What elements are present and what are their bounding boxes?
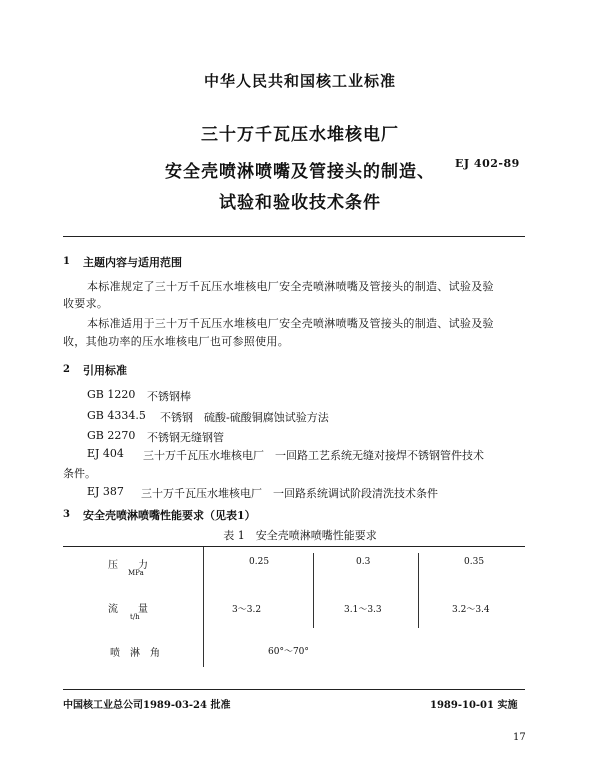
section-1-number: 1 — [63, 256, 70, 267]
table-column-divider — [418, 553, 419, 628]
approval-line: 中国核工业总公司1989-03-24 批准 — [63, 700, 231, 711]
page-number: 17 — [513, 732, 526, 743]
table-cell: 0.3 — [356, 557, 371, 567]
document-title-line-2: 安全壳喷淋喷嘴及管接头的制造、 — [165, 162, 435, 182]
table-row-label: 流 量 — [108, 604, 148, 615]
table-row-label: 压 力 — [108, 560, 148, 571]
table-cell: 60°～70° — [268, 647, 309, 657]
reference-title: 三十万千瓦压水堆核电厂 一回路系统调试阶段清洗技术条件 — [141, 487, 438, 500]
reference-title: 不锈钢无缝钢管 — [147, 431, 224, 444]
effective-date: 1989-10-01 实施 — [430, 700, 518, 711]
standard-number: EJ 402-89 — [455, 157, 520, 170]
reference-code: GB 2270 — [87, 429, 136, 442]
reference-title: 不锈钢棒 — [147, 390, 191, 403]
footer-divider — [63, 689, 525, 690]
table-cell: 3.1～3.3 — [344, 605, 382, 615]
table-cell: 0.35 — [464, 557, 485, 567]
section-2-heading: 引用标准 — [83, 364, 127, 377]
table-column-divider — [203, 547, 204, 667]
top-divider — [63, 236, 525, 237]
reference-title: 三十万千瓦压水堆核电厂 一回路工艺系统无缝对接焊不锈钢管件技术 — [143, 449, 484, 462]
reference-title: 不锈钢 硫酸-硫酸铜腐蚀试验方法 — [160, 411, 329, 424]
document-title-line-3: 试验和验收技术条件 — [219, 193, 381, 213]
reference-code: EJ 387 — [87, 485, 124, 498]
reference-title-continued: 条件。 — [63, 467, 96, 480]
table-row-unit: MPa — [128, 569, 144, 577]
section-1-heading: 主题内容与适用范围 — [83, 256, 182, 269]
table-caption: 表 1 安全壳喷淋喷嘴性能要求 — [223, 529, 377, 542]
table-column-divider — [313, 553, 314, 628]
table-row-unit: t/h — [130, 613, 140, 621]
table-cell: 0.25 — [249, 557, 270, 567]
reference-code: GB 4334.5 — [87, 409, 146, 422]
document-title-line-1: 三十万千瓦压水堆核电厂 — [201, 125, 399, 145]
reference-code: EJ 404 — [87, 447, 124, 460]
table-top-rule — [63, 546, 525, 547]
section-1-para-1-line-1: 本标准规定了三十万千瓦压水堆核电厂安全壳喷淋喷嘴及管接头的制造、试验及验 — [87, 280, 494, 293]
issuing-body-title: 中华人民共和国核工业标准 — [203, 72, 396, 90]
table-row-label: 喷 淋 角 — [110, 648, 160, 659]
table-cell: 3.2～3.4 — [452, 605, 490, 615]
section-3-heading: 安全壳喷淋喷嘴性能要求（见表1） — [83, 509, 256, 522]
section-1-para-2-line-1: 本标准适用于三十万千瓦压水堆核电厂安全壳喷淋喷嘴及管接头的制造、试验及验 — [87, 317, 494, 330]
table-cell: 3～3.2 — [232, 605, 262, 615]
section-2-number: 2 — [63, 364, 70, 375]
section-1-para-1-line-2: 收要求。 — [63, 297, 109, 310]
reference-code: GB 1220 — [87, 388, 136, 401]
section-3-number: 3 — [63, 509, 70, 520]
section-1-para-2-line-2: 收，其他功率的压水堆核电厂也可参照使用。 — [63, 335, 289, 348]
